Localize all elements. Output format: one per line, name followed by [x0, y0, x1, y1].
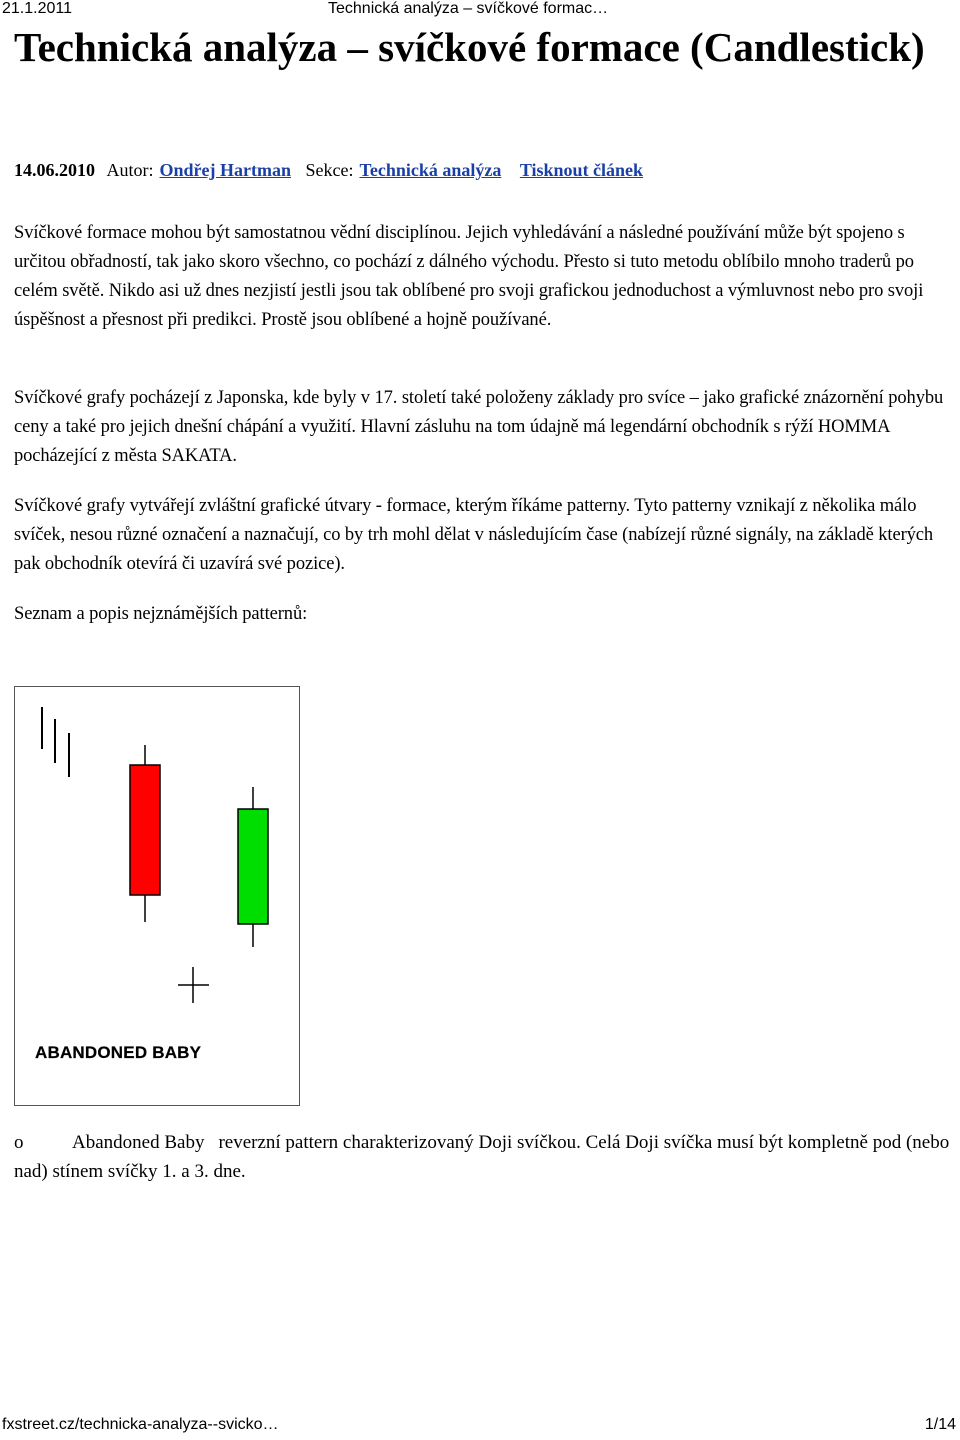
figure-caption: ABANDONED BABY — [35, 1043, 202, 1062]
paragraph-list-intro: Seznam a popis nejznámějších patternů: — [14, 604, 308, 624]
page-number: 1/14 — [924, 1416, 956, 1433]
print-footer — [0, 1416, 960, 1438]
author-link[interactable]: Ondřej Hartman — [159, 160, 291, 180]
print-page-title: Technická analýza – svíčkové formac… — [328, 0, 609, 17]
paragraph-history: Svíčkové grafy pocházejí z Japonska, kde byly v 17. století také položeny základy pro svíce – jako grafické znázornění pohybu ceny a také pro jejich dnešní chápání a využití. Hlavní zásluhu na tom údajně má legendární obchodník s rýží HOMMA pocházející z města SAKATA. — [14, 388, 944, 466]
print-url: fxstreet.cz/technicka-analyza--svicko… — [2, 1416, 279, 1433]
print-header — [0, 0, 960, 22]
bullish-candle-body — [238, 809, 268, 924]
author-label: Autor: — [106, 160, 154, 180]
article-meta — [14, 158, 643, 182]
pattern-text: reverzní pattern charakterizovaný Doji svíčkou. Celá Doji svíčka musí být kompletně pod (nebo nad) stínem svíčky 1. a 3. dne. — [14, 1132, 950, 1182]
paragraph-intro: Svíčkové formace mohou být samostatnou vědní disciplínou. Jejich vyhledávání a následné používání může být spojeno s určitou obřadností, tak jako skoro všechno, co pochází z dálného východu. Přesto si tuto metodu oblíbilo mnoho traderů po celém světě. Nikdo asi už dnes nezjistí jestli jsou tak oblíbené pro svoji grafickou jednoduchost a výmluvnost nebo pro svoji úspěšnost a přesnost při predikci. Prostě jsou oblíbené a hojně používané. — [14, 223, 924, 330]
pattern-term: Abandoned Baby — [72, 1132, 205, 1153]
section-link[interactable]: Technická analýza — [359, 160, 502, 180]
article-date: 14.06.2010 — [14, 160, 95, 180]
pattern-description — [14, 1128, 952, 1186]
bullet-marker: o — [14, 1132, 24, 1153]
print-article-link[interactable]: Tisknout článek — [519, 160, 644, 180]
paragraph-patterns: Svíčkové grafy vytvářejí zvláštní grafické útvary - formace, kterým říkáme patterny. Tyto patterny vznikají z několika málo svíček, nesou různé označení a naznačují, co by trh mohl dělat v následujícím čase (nabízejí různé signály, na základě kterých pak obchodník otevírá či uzavírá své pozice). — [14, 496, 934, 574]
abandoned-baby-figure — [14, 686, 300, 1106]
bearish-candle-body — [130, 765, 160, 895]
section-label: Sekce: — [305, 160, 354, 180]
print-date: 21.1.2011 — [2, 0, 72, 17]
article-title: Technická analýza – svíčkové formace (Candlestick) — [14, 24, 925, 70]
